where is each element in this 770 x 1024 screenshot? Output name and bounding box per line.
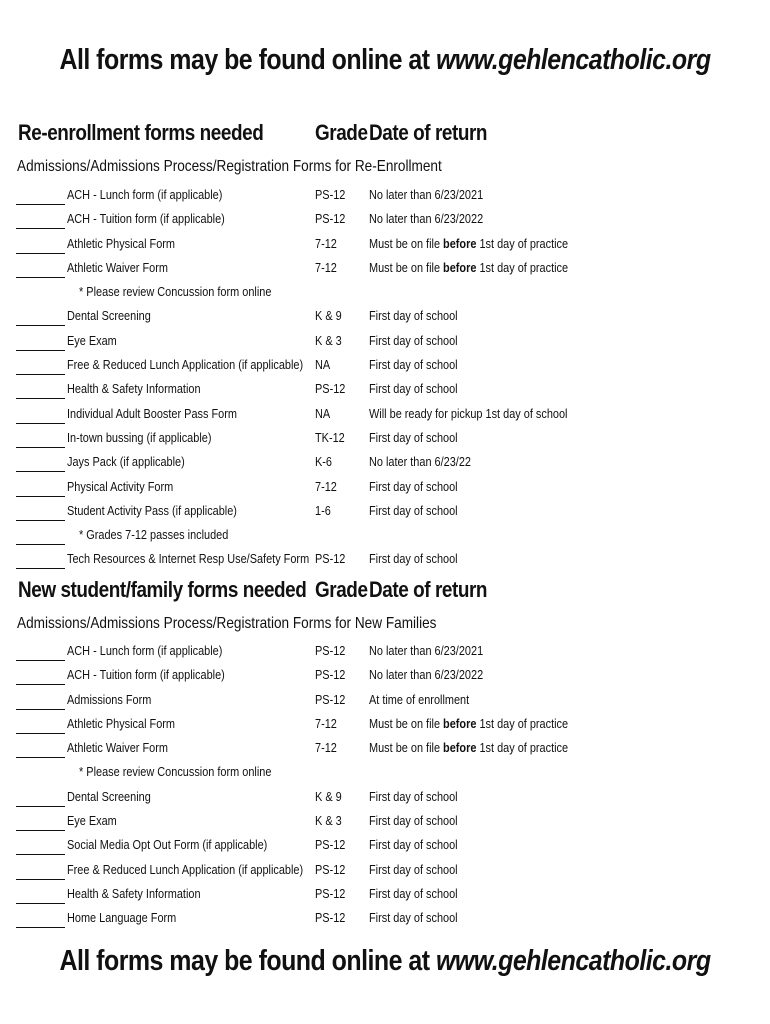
grade-range: PS-12: [315, 551, 346, 567]
form-name: Admissions Form: [67, 691, 152, 707]
form-name: Athletic Waiver Form: [67, 740, 168, 756]
grade-range: 7-12: [315, 478, 337, 494]
form-name: Individual Adult Booster Pass Form: [67, 405, 237, 421]
return-date: [369, 716, 568, 731]
form-row: [0, 501, 770, 525]
form-row: [0, 835, 770, 859]
return-text: Must be on file: [369, 715, 444, 731]
check-line[interactable]: [16, 331, 65, 351]
form-row: [0, 185, 770, 209]
return-emphasis: before: [443, 715, 477, 731]
check-line[interactable]: [16, 234, 65, 254]
form-name: Student Activity Pass (if applicable): [67, 502, 237, 518]
newfam-header: [18, 577, 758, 605]
check-line[interactable]: [16, 209, 65, 229]
form-name: Social Media Opt Out Form (if applicable): [67, 837, 268, 853]
grade-column-header: Grade: [315, 577, 368, 602]
return-emphasis: before: [443, 235, 477, 251]
grade-range: K-6: [315, 454, 332, 470]
form-name: In-town bussing (if applicable): [67, 429, 212, 445]
return-date: First day of school: [369, 837, 458, 853]
form-name: ACH - Tuition form (if applicable): [67, 211, 225, 227]
form-row: [0, 306, 770, 330]
check-line[interactable]: [16, 908, 65, 928]
grade-range: 1-6: [315, 502, 331, 518]
check-line[interactable]: [16, 714, 65, 734]
check-line[interactable]: [16, 641, 65, 661]
form-row: [0, 738, 770, 762]
form-name: Home Language Form: [67, 910, 177, 926]
grade-column-header: Grade: [315, 120, 368, 145]
grade-range: NA: [315, 405, 331, 421]
form-row: [0, 428, 770, 452]
form-name: Health & Safety Information: [67, 885, 201, 901]
check-line[interactable]: [16, 525, 65, 545]
form-row: [0, 787, 770, 811]
check-line[interactable]: [16, 306, 65, 326]
top-banner: [54, 44, 716, 77]
date-column-header: Date of return: [369, 577, 488, 602]
form-row: [0, 477, 770, 501]
check-line[interactable]: [16, 404, 65, 424]
check-line[interactable]: [16, 428, 65, 448]
check-line[interactable]: [16, 477, 65, 497]
grade-range: K & 3: [315, 813, 342, 829]
form-name: Free & Reduced Lunch Application (if applicable): [67, 357, 304, 373]
form-name: Dental Screening: [67, 788, 151, 804]
form-row: [0, 355, 770, 379]
return-text: 1st day of practice: [476, 259, 569, 275]
note-text: * Grades 7-12 passes included: [79, 527, 229, 543]
check-line[interactable]: [16, 835, 65, 855]
form-name: Tech Resources & Internet Resp Use/Safety Form: [67, 551, 310, 567]
form-row: [0, 811, 770, 835]
return-date: At time of enrollment: [369, 691, 470, 707]
check-line[interactable]: [16, 690, 65, 710]
grade-range: PS-12: [315, 187, 346, 202]
reenroll-subheading: Admissions/Admissions Process/Registration Forms for Re-Enrollment: [17, 158, 442, 175]
note-text: * Please review Concussion form online: [79, 764, 272, 780]
form-name: Athletic Physical Form: [67, 715, 176, 731]
return-date: First day of school: [369, 861, 458, 877]
return-date: No later than 6/23/22: [369, 454, 471, 470]
grade-range: PS-12: [315, 910, 346, 926]
check-line[interactable]: [16, 884, 65, 904]
return-date: First day of school: [369, 910, 458, 926]
grade-range: 7-12: [315, 715, 337, 731]
form-name: Free & Reduced Lunch Application (if applicable): [67, 861, 304, 877]
website-link[interactable]: www.gehlencatholic.org: [435, 44, 711, 76]
form-row: [0, 209, 770, 233]
form-row: [0, 549, 770, 573]
return-date: First day of school: [369, 308, 458, 324]
form-name: Jays Pack (if applicable): [67, 454, 185, 470]
check-line[interactable]: [16, 379, 65, 399]
return-date: First day of school: [369, 429, 458, 445]
return-date: First day of school: [369, 551, 458, 567]
grade-range: PS-12: [315, 667, 346, 683]
grade-range: 7-12: [315, 259, 337, 275]
return-emphasis: before: [443, 259, 477, 275]
check-line[interactable]: [16, 787, 65, 807]
form-row: [0, 908, 770, 932]
return-emphasis: before: [443, 740, 477, 756]
check-line[interactable]: [16, 665, 65, 685]
form-row: [0, 860, 770, 884]
check-line[interactable]: [16, 185, 65, 205]
form-name: Physical Activity Form: [67, 478, 174, 494]
form-row: [0, 258, 770, 282]
return-date: First day of school: [369, 885, 458, 901]
form-name: Health & Safety Information: [67, 381, 201, 397]
return-date: [369, 740, 568, 755]
grade-range: PS-12: [315, 885, 346, 901]
grade-range: 7-12: [315, 235, 337, 251]
reenroll-form-list: [0, 185, 770, 574]
form-name: Eye Exam: [67, 332, 117, 348]
grade-range: K & 9: [315, 308, 342, 324]
reenroll-heading: Re-enrollment forms needed: [18, 120, 264, 145]
return-date: First day of school: [369, 332, 458, 348]
grade-range: PS-12: [315, 691, 346, 707]
return-text: 1st day of practice: [476, 740, 569, 756]
return-date: No later than 6/23/2022: [369, 211, 484, 227]
check-line[interactable]: [16, 811, 65, 831]
form-name: Athletic Physical Form: [67, 235, 176, 251]
banner-text: All forms may be found online at: [59, 44, 436, 76]
grade-range: K & 3: [315, 332, 342, 348]
form-name: ACH - Lunch form (if applicable): [67, 643, 223, 658]
return-date: First day of school: [369, 357, 458, 373]
return-text: 1st day of practice: [476, 235, 569, 251]
note-row: [0, 282, 770, 306]
grade-range: PS-12: [315, 837, 346, 853]
return-date: No later than 6/23/2021: [369, 187, 484, 202]
return-date: No later than 6/23/2021: [369, 643, 484, 658]
note-row: [0, 762, 770, 786]
newfam-form-list: [0, 641, 770, 933]
note-row: [0, 525, 770, 549]
check-line[interactable]: [16, 258, 65, 278]
return-date: [369, 236, 568, 251]
grade-range: PS-12: [315, 381, 346, 397]
bottom-banner: [54, 945, 716, 978]
form-row: [0, 714, 770, 738]
return-text: Must be on file: [369, 235, 444, 251]
return-date: Will be ready for pickup 1st day of school: [369, 405, 568, 421]
grade-range: PS-12: [315, 211, 346, 227]
check-line[interactable]: [16, 549, 65, 569]
return-date: First day of school: [369, 381, 458, 397]
form-row: [0, 331, 770, 355]
grade-range: TK-12: [315, 429, 345, 445]
date-column-header: Date of return: [369, 120, 488, 145]
form-row: [0, 665, 770, 689]
check-line[interactable]: [16, 355, 65, 375]
check-line[interactable]: [16, 501, 65, 521]
check-line[interactable]: [16, 738, 65, 758]
grade-range: NA: [315, 357, 331, 373]
form-name: ACH - Tuition form (if applicable): [67, 667, 225, 683]
check-line[interactable]: [16, 860, 65, 880]
return-text: 1st day of practice: [476, 715, 569, 731]
banner-text: All forms may be found online at: [59, 945, 436, 977]
check-line[interactable]: [16, 452, 65, 472]
return-date: No later than 6/23/2022: [369, 667, 484, 683]
return-text: Must be on file: [369, 259, 444, 275]
note-text: * Please review Concussion form online: [79, 284, 272, 300]
form-name: ACH - Lunch form (if applicable): [67, 187, 223, 202]
form-name: Dental Screening: [67, 308, 151, 324]
form-row: [0, 884, 770, 908]
return-date: First day of school: [369, 788, 458, 804]
form-row: [0, 452, 770, 476]
grade-range: PS-12: [315, 643, 346, 658]
newfam-heading: New student/family forms needed: [18, 577, 307, 602]
form-row: [0, 690, 770, 714]
return-date: First day of school: [369, 813, 458, 829]
return-text: Must be on file: [369, 740, 444, 756]
return-date: First day of school: [369, 502, 458, 518]
form-name: Athletic Waiver Form: [67, 259, 168, 275]
reenroll-header: [18, 120, 758, 148]
grade-range: 7-12: [315, 740, 337, 756]
form-row: [0, 379, 770, 403]
form-name: Eye Exam: [67, 813, 117, 829]
grade-range: K & 9: [315, 788, 342, 804]
newfam-subheading: Admissions/Admissions Process/Registration Forms for New Families: [17, 615, 437, 632]
website-link[interactable]: www.gehlencatholic.org: [435, 945, 711, 977]
grade-range: PS-12: [315, 861, 346, 877]
return-date: [369, 260, 568, 275]
form-row: [0, 641, 770, 665]
form-row: [0, 234, 770, 258]
form-row: [0, 404, 770, 428]
return-date: First day of school: [369, 478, 458, 494]
